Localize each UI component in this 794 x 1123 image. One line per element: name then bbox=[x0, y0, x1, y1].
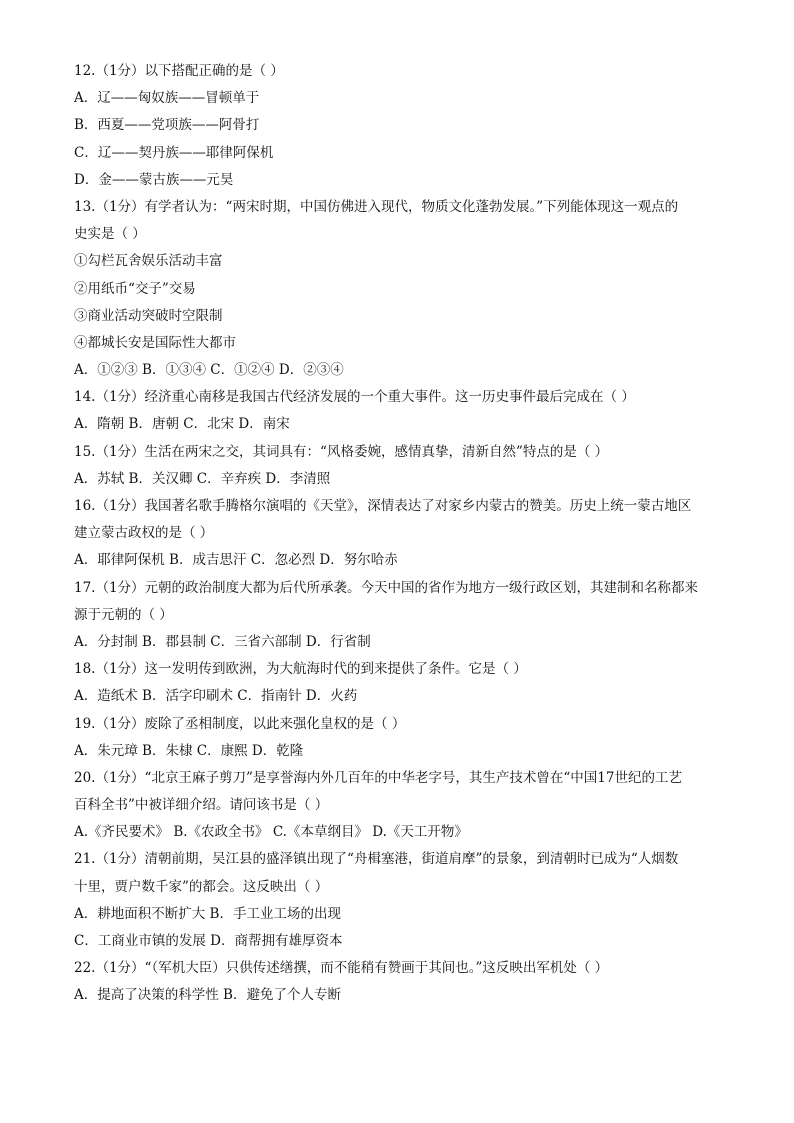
question-19-options: A．朱元璋 B．朱棣 C．康熙 D．乾隆 bbox=[74, 742, 304, 759]
question-14-stem: 14.（1分）经济重心南移是我国古代经济发展的一个重大事件。这一历史事件最后完成在（ ） bbox=[74, 389, 635, 406]
question-13-stem-cont: 史实是（ ） bbox=[74, 226, 146, 243]
question-13-options: A．①②③ B．①③④ C．①②④ D．②③④ bbox=[74, 362, 344, 379]
question-12-option-d: D．金——蒙古族——元昊 bbox=[74, 171, 234, 188]
question-17-options: A．分封制 B．郡县制 C．三省六部制 D．行省制 bbox=[74, 633, 371, 650]
question-17-stem-cont: 源于元朝的（ ） bbox=[74, 606, 173, 623]
question-15-stem: 15.（1分）生活在两宋之交，其词具有：“风格委婉，感情真挚，清新自然”特点的是（ ） bbox=[74, 443, 609, 460]
question-13-item-3: ③商业活动突破时空限制 bbox=[74, 307, 223, 324]
question-13-item-4: ④都城长安是国际性大都市 bbox=[74, 334, 236, 351]
question-18-stem: 18.（1分）这一发明传到欧洲，为大航海时代的到来提供了条件。它是（ ） bbox=[74, 661, 527, 678]
question-21-options-cd: C．工商业市镇的发展 D．商帮拥有雄厚资本 bbox=[74, 933, 343, 949]
question-12-option-c: C．辽——契丹族——耶律阿保机 bbox=[74, 144, 274, 161]
question-20-stem-cont: 百科全书”中被详细介绍。请问该书是（ ） bbox=[74, 797, 329, 814]
question-12-option-a: A．辽——匈奴族——冒顿单于 bbox=[74, 90, 260, 107]
question-20-options: A.《齐民要术》 B.《农政全书》 C.《本草纲目》 D.《天工开物》 bbox=[74, 824, 468, 841]
question-12-stem: 12.（1分）以下搭配正确的是（ ） bbox=[74, 63, 284, 79]
question-19-stem: 19.（1分）废除了丞相制度，以此来强化皇权的是（ ） bbox=[74, 715, 406, 732]
question-15-options: A．苏轼 B．关汉卿 C．辛弃疾 D．李清照 bbox=[74, 470, 331, 487]
question-16-options: A．耶律阿保机 B．成吉思汗 C．忽必烈 D．努尔哈赤 bbox=[74, 552, 398, 569]
question-21-stem: 21.（1分）清朝前期，吴江县的盛泽镇出现了“舟楫塞港，街道肩摩”的景象，到清朝时已成为“人烟数 bbox=[74, 851, 679, 868]
question-13-item-1: ①勾栏瓦舍娱乐活动丰富 bbox=[74, 253, 223, 270]
question-list bbox=[74, 58, 734, 1010]
question-21-stem-cont: 十里，贾户数千家”的都会。这反映出（ ） bbox=[74, 878, 329, 895]
question-21-options-ab: A．耕地面积不断扩大 B．手工业工场的出现 bbox=[74, 905, 341, 922]
question-16-stem: 16.（1分）我国著名歌手腾格尔演唱的《天堂》，深情表达了对家乡内蒙古的赞美。历史上统一蒙古地区 bbox=[74, 498, 692, 514]
question-22-options-ab: A．提高了决策的科学性 B．避免了个人专断 bbox=[74, 987, 341, 1004]
question-12-option-b: B．西夏——党项族——阿骨打 bbox=[74, 117, 260, 134]
question-16-stem-cont: 建立蒙古政权的是（ ） bbox=[74, 525, 214, 542]
question-20-stem: 20.（1分）“北京王麻子剪刀”是享誉海内外几百年的中华老字号，其生产技术曾在“中国17世纪的工艺 bbox=[74, 769, 682, 786]
question-17-stem: 17.（1分）元朝的政治制度大都为后代所承袭。今天中国的省作为地方一级行政区划，其建制和名称都来 bbox=[74, 579, 699, 596]
question-13-stem: 13.（1分）有学者认为：“两宋时期，中国仿佛进入现代，物质文化蓬勃发展。”下列能体现这一观点的 bbox=[74, 198, 679, 215]
question-18-options: A．造纸术 B．活字印刷术 C．指南针 D．火药 bbox=[74, 688, 358, 705]
question-14-options: A．隋朝 B．唐朝 C．北宋 D．南宋 bbox=[74, 416, 290, 433]
question-13-item-2: ②用纸币“交子”交易 bbox=[74, 280, 196, 297]
question-22-stem: 22.（1分）“（军机大臣）只供传述缮撰，而不能稍有赞画于其间也。”这反映出军机处（ ） bbox=[74, 960, 609, 977]
